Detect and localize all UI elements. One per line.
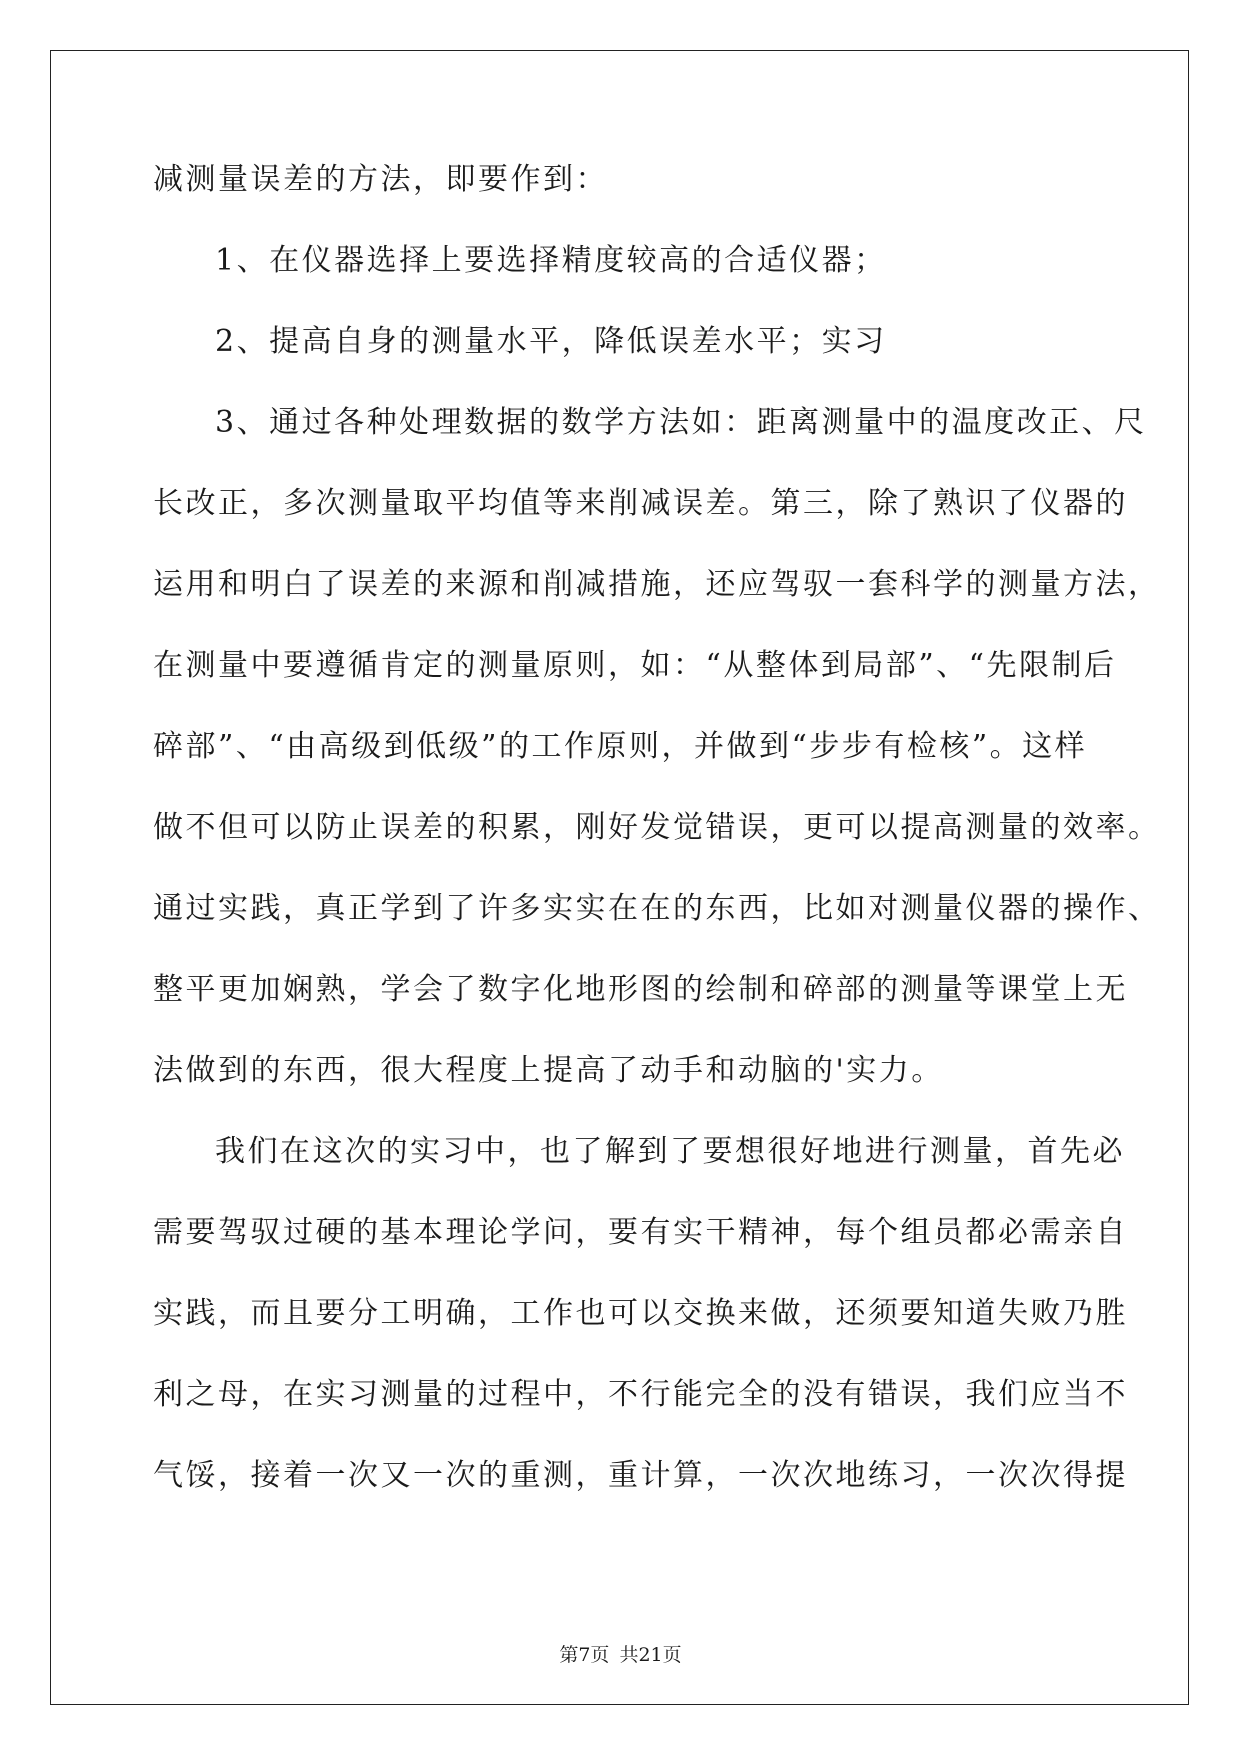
document-body [153, 162, 1161, 1539]
text-line: 需要驾驭过硬的基本理论学问，要有实干精神，每个组员都必需亲自 [153, 1215, 1128, 1250]
list-item: 1、在仪器选择上要选择精度较高的合适仪器； [215, 243, 887, 278]
page-footer [0, 1640, 1241, 1667]
text-line: 通过实践，真正学到了许多实实在在的东西，比如对测量仪器的操作、 [153, 891, 1161, 926]
list-item: 2、提高自身的测量水平，降低误差水平；实习 [215, 324, 887, 359]
text-line: 在测量中要遵循肯定的测量原则，如：“从整体到局部”、“先限制后 [153, 648, 1117, 683]
text-line: 实践，而且要分工明确，工作也可以交换来做，还须要知道失败乃胜 [153, 1296, 1128, 1331]
text-line: 整平更加娴熟，学会了数字化地形图的绘制和碎部的测量等课堂上无 [153, 972, 1128, 1007]
text-line: 气馁，接着一次又一次的重测，重计算，一次次地练习，一次次得提 [153, 1458, 1128, 1493]
text-line: 利之母，在实习测量的过程中，不行能完全的没有错误，我们应当不 [153, 1377, 1128, 1412]
text-line: 碎部”、“由高级到低级”的工作原则，并做到“步步有检核”。这样 [153, 729, 1088, 764]
page-number: 第7页 [559, 1644, 610, 1666]
paragraph-start: 我们在这次的实习中，也了解到了要想很好地进行测量，首先必 [215, 1134, 1125, 1169]
page-total: 共21页 [619, 1644, 682, 1666]
text-line: 做不但可以防止误差的积累，刚好发觉错误，更可以提高测量的效率。 [153, 810, 1161, 845]
text-line: 长改正，多次测量取平均值等来削减误差。第三，除了熟识了仪器的 [153, 486, 1128, 521]
list-item: 3、通过各种处理数据的数学方法如：距离测量中的温度改正、尺 [215, 405, 1147, 440]
text-line: 法做到的东西，很大程度上提高了动手和动脑的'实力。 [153, 1053, 944, 1088]
text-line: 运用和明白了误差的来源和削减措施，还应驾驭一套科学的测量方法， [153, 567, 1161, 602]
text-line: 减测量误差的方法，即要作到： [153, 162, 608, 197]
